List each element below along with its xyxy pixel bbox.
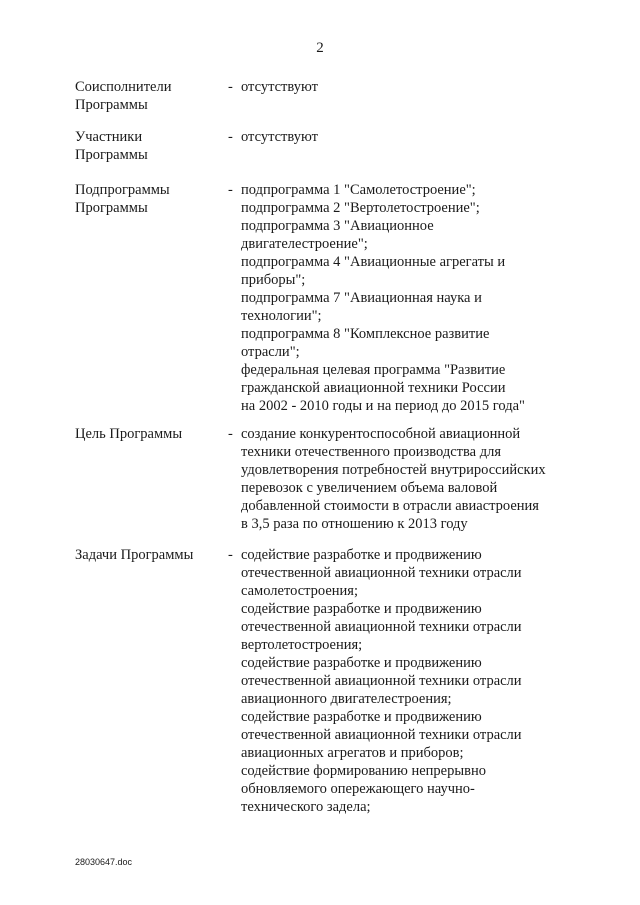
row-value-line: авиационных агрегатов и приборов; [241,745,464,761]
row-label [75,78,225,114]
row-value-line: перевозок с увеличением объема валовой [241,480,498,496]
row-dash: - [228,547,233,563]
row-value-line: в 3,5 раза по отношению к 2013 году [241,516,468,532]
row-value-line: отсутствуют [241,129,318,145]
row-value-line: содействие разработке и продвижению [241,547,482,563]
row-value-line: содействие разработке и продвижению [241,655,482,671]
row-label-line: Программы [75,200,148,216]
row-label [75,128,225,164]
row-value-line: подпрограмма 7 "Авиационная наука и [241,290,482,306]
row-value [241,425,576,533]
row-label-line: Соисполнители [75,79,172,95]
row-value-line: добавленной стоимости в отрасли авиастроения [241,498,539,514]
row-value [241,78,576,96]
row-value [241,181,576,415]
row-value-line: отечественной авиационной техники отрасли [241,619,522,635]
row-dash: - [228,129,233,145]
row-value [241,546,576,816]
row-value-line: отечественной авиационной техники отрасли [241,565,522,581]
row-label [75,546,225,564]
row-value-line: отечественной авиационной техники отрасли [241,727,522,743]
row-dash: - [228,426,233,442]
row-value-line: федеральная целевая программа "Развитие [241,362,506,378]
row-value-line: обновляемого опережающего научно- [241,781,475,797]
row-value-line: гражданской авиационной техники России [241,380,506,396]
row-value-line: приборы"; [241,272,306,288]
row-value-line: подпрограмма 2 "Вертолетостроение"; [241,200,480,216]
row-label-line: Участники [75,129,143,145]
row-value-line: содействие формированию непрерывно [241,763,486,779]
row-dash: - [228,79,233,95]
row-label-line: Цель Программы [75,426,183,442]
row-value-line: создание конкурентоспособной авиационной [241,426,521,442]
row-value-line: вертолетостроения; [241,637,363,653]
row-label [75,425,225,443]
row-value-line: содействие разработке и продвижению [241,601,482,617]
row-value-line: подпрограмма 3 "Авиационное [241,218,434,234]
row-value-line: самолетостроения; [241,583,358,599]
row-value-line: подпрограмма 4 "Авиационные агрегаты и [241,254,506,270]
document-footer-filename: 28030647.doc [75,857,133,867]
row-value-line: технического задела; [241,799,371,815]
row-label-line: Подпрограммы [75,182,170,198]
row-value [241,128,576,146]
row-dash: - [228,182,233,198]
row-label-line: Программы [75,97,148,113]
row-label-line: Программы [75,147,148,163]
row-value-line: техники отечественного производства для [241,444,502,460]
row-value-line: отрасли"; [241,344,300,360]
row-value-line: технологии"; [241,308,322,324]
row-value-line: подпрограмма 8 "Комплексное развитие [241,326,490,342]
row-value-line: отсутствуют [241,79,318,95]
row-value-line: авиационного двигателестроения; [241,691,452,707]
row-value-line: подпрограмма 1 "Самолетостроение"; [241,182,476,198]
page-number: 2 [316,40,324,56]
row-value-line: содействие разработке и продвижению [241,709,482,725]
row-value-line: двигателестроение"; [241,236,368,252]
row-label-line: Задачи Программы [75,547,194,563]
row-value-line: отечественной авиационной техники отрасли [241,673,522,689]
row-value-line: на 2002 - 2010 годы и на период до 2015 года" [241,398,525,414]
row-value-line: удовлетворения потребностей внутрироссийских [241,462,546,478]
row-label [75,181,225,217]
